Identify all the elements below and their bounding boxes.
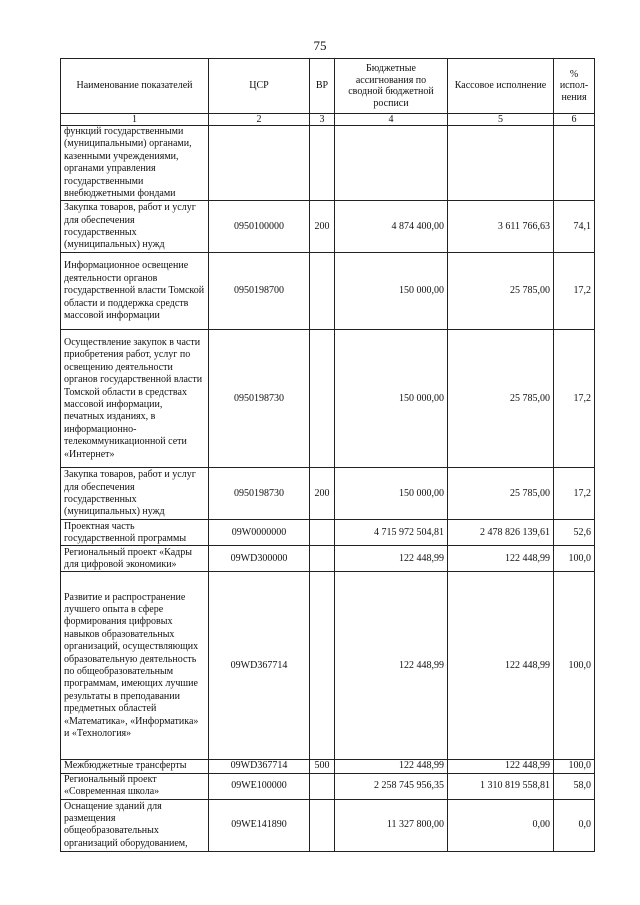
budget-table — [60, 58, 595, 852]
row-csr: 09W0000000 — [209, 520, 310, 546]
row-cash — [448, 126, 554, 201]
header-budget: Бюджетные ассигнования по сводной бюджетной росписи — [335, 59, 448, 114]
row-csr: 09WE141890 — [209, 799, 310, 851]
header-name: Наименование показателей — [61, 59, 209, 114]
row-vr — [310, 799, 335, 851]
row-csr: 0950100000 — [209, 201, 310, 253]
column-number: 6 — [554, 114, 595, 126]
row-csr: 0950198730 — [209, 468, 310, 520]
row-vr: 200 — [310, 468, 335, 520]
row-csr: 0950198730 — [209, 330, 310, 468]
row-name: Информационное освещение деятельности органов государственной власти Томской области и поддержка средств массовой информации — [61, 253, 209, 330]
row-vr: 200 — [310, 201, 335, 253]
table-row — [61, 520, 595, 546]
row-budget: 150 000,00 — [335, 330, 448, 468]
row-percent: 74,1 — [554, 201, 595, 253]
row-budget: 122 448,99 — [335, 572, 448, 760]
row-budget: 122 448,99 — [335, 760, 448, 773]
row-vr — [310, 546, 335, 572]
table-row — [61, 760, 595, 773]
row-cash: 2 478 826 139,61 — [448, 520, 554, 546]
table-row — [61, 201, 595, 253]
header-vr: ВР — [310, 59, 335, 114]
header-percent: % испол-нения — [554, 59, 595, 114]
row-budget: 4 874 400,00 — [335, 201, 448, 253]
row-percent: 100,0 — [554, 760, 595, 773]
row-budget: 4 715 972 504,81 — [335, 520, 448, 546]
table-row — [61, 546, 595, 572]
row-cash: 25 785,00 — [448, 468, 554, 520]
row-percent: 52,6 — [554, 520, 595, 546]
row-name: функций государственными (муниципальными) органами, казенными учреждениями, органами управления государственными внебюджетными фондами — [61, 126, 209, 201]
row-budget: 11 327 800,00 — [335, 799, 448, 851]
row-name: Проектная часть государственной программы — [61, 520, 209, 546]
row-percent: 0,0 — [554, 799, 595, 851]
row-name: Межбюджетные трансферты — [61, 760, 209, 773]
row-name: Региональный проект «Кадры для цифровой экономики» — [61, 546, 209, 572]
row-name: Региональный проект «Современная школа» — [61, 773, 209, 799]
table-row — [61, 330, 595, 468]
row-name: Закупка товаров, работ и услуг для обеспечения государственных (муниципальных) нужд — [61, 468, 209, 520]
row-percent: 17,2 — [554, 253, 595, 330]
header-cash: Кассовое исполнение — [448, 59, 554, 114]
row-percent: 100,0 — [554, 572, 595, 760]
table-row — [61, 126, 595, 201]
row-budget: 2 258 745 956,35 — [335, 773, 448, 799]
row-cash: 122 448,99 — [448, 572, 554, 760]
row-budget — [335, 126, 448, 201]
row-cash: 122 448,99 — [448, 760, 554, 773]
column-number: 4 — [335, 114, 448, 126]
row-cash: 3 611 766,63 — [448, 201, 554, 253]
row-percent: 17,2 — [554, 330, 595, 468]
row-vr — [310, 330, 335, 468]
row-cash: 122 448,99 — [448, 546, 554, 572]
row-percent: 17,2 — [554, 468, 595, 520]
table-row — [61, 773, 595, 799]
table-row — [61, 253, 595, 330]
row-budget: 150 000,00 — [335, 253, 448, 330]
column-number: 1 — [61, 114, 209, 126]
row-cash: 25 785,00 — [448, 253, 554, 330]
row-name: Осуществление закупок в части приобретения работ, услуг по освещению деятельности органов государственной власти Томской области в средствах массовой информации, печатных изданиях, в информационно-телекоммуникационной сети «Интернет» — [61, 330, 209, 468]
row-csr: 09WD367714 — [209, 760, 310, 773]
column-number: 3 — [310, 114, 335, 126]
row-name: Закупка товаров, работ и услуг для обеспечения государственных (муниципальных) нужд — [61, 201, 209, 253]
row-cash: 0,00 — [448, 799, 554, 851]
row-name: Оснащение зданий для размещения общеобразовательных организаций оборудованием, — [61, 799, 209, 851]
header-csr: ЦСР — [209, 59, 310, 114]
row-csr: 09WD300000 — [209, 546, 310, 572]
table-row — [61, 799, 595, 851]
row-vr — [310, 253, 335, 330]
row-budget: 150 000,00 — [335, 468, 448, 520]
row-cash: 1 310 819 558,81 — [448, 773, 554, 799]
row-vr — [310, 520, 335, 546]
table-row — [61, 468, 595, 520]
column-number: 2 — [209, 114, 310, 126]
row-budget: 122 448,99 — [335, 546, 448, 572]
row-cash: 25 785,00 — [448, 330, 554, 468]
row-name: Развитие и распространение лучшего опыта в сфере формирования цифровых навыков образовательных организаций, осуществляющих образовательную деятельность по общеобразовательным программам, имеющих лучшие результаты в преподавании предметных областей «Математика», «Информатика» и «Технология» — [61, 572, 209, 760]
row-csr: 09WE100000 — [209, 773, 310, 799]
row-percent: 58,0 — [554, 773, 595, 799]
row-csr: 0950198700 — [209, 253, 310, 330]
row-csr: 09WD367714 — [209, 572, 310, 760]
row-vr: 500 — [310, 760, 335, 773]
column-number: 5 — [448, 114, 554, 126]
row-vr — [310, 773, 335, 799]
row-vr — [310, 572, 335, 760]
row-percent: 100,0 — [554, 546, 595, 572]
table-row — [61, 572, 595, 760]
row-csr — [209, 126, 310, 201]
header-row — [61, 59, 595, 114]
row-percent — [554, 126, 595, 201]
page-number: 75 — [313, 38, 327, 53]
column-number-row — [61, 114, 595, 126]
row-vr — [310, 126, 335, 201]
